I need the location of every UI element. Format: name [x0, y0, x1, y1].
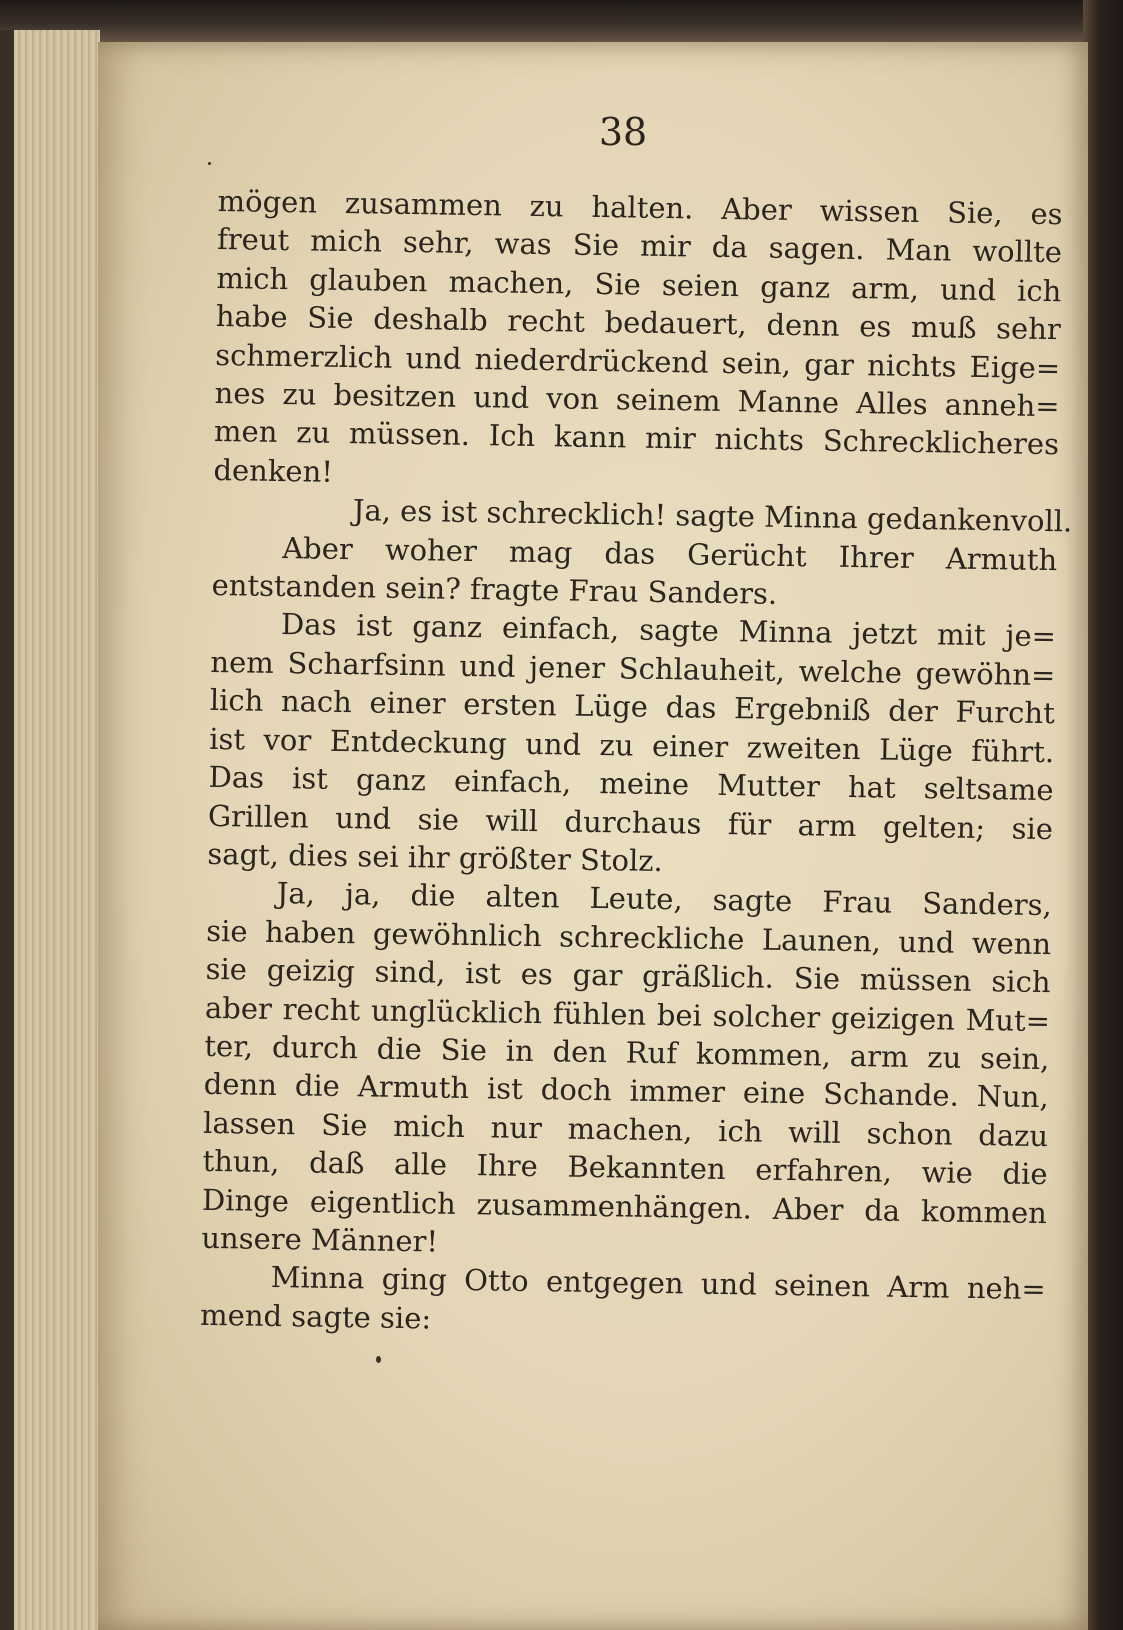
paragraph — [201, 873, 1052, 1270]
text-line: thun, daß alle Ihre Bekannten erfahren, wie die — [202, 1144, 1048, 1192]
text-line: denn die Armuth ist doch immer eine Schande. Nun, — [203, 1067, 1049, 1115]
ink-speck — [376, 1356, 381, 1363]
text-line: schmerzlich und niederdrückend sein, gar nichts Eige= — [215, 337, 1061, 385]
body-text — [199, 182, 1073, 1347]
text-line: ist vor Entdeckung und zu einer zweiten Lüge führt. — [208, 721, 1055, 769]
text-line: men zu müssen. Ich kann mir nichts Schrecklicheres — [213, 414, 1060, 462]
paragraph — [207, 604, 1056, 886]
text-line: ter, durch die Sie in den Ruf kommen, arm zu sein, — [204, 1028, 1050, 1077]
text-line: nes zu besitzen und von seinem Manne Alles anneh= — [214, 376, 1060, 424]
text-line: Aber woher mag das Gerücht Ihrer Armuth — [281, 530, 1058, 577]
text-line: lich nach einer ersten Lüge das Ergebniß der Furcht — [209, 683, 1056, 731]
text-line: denken! — [213, 452, 334, 489]
text-line: sie haben gewöhnlich schreckliche Launen, und wenn — [205, 913, 1052, 961]
text-line: freut mich sehr, was Sie mir da sagen. Man wollte — [216, 222, 1063, 270]
ink-speck — [208, 162, 211, 165]
text-line: sie geizig sind, ist es gar gräßlich. Sie müssen sich — [205, 952, 1051, 1000]
text-line: entstanden sein? fragte Frau Sanders. — [211, 568, 778, 611]
book-binding — [1083, 0, 1123, 1630]
text-line: mend sagte sie: — [199, 1297, 432, 1336]
text-line: nem Scharfsinn und jener Schlauheit, welche gewöhn= — [210, 644, 1056, 693]
text-line: sagt, dies sei ihr größter Stolz. — [207, 836, 664, 878]
text-line: Ja, es ist schrecklich! sagte Minna gedankenvoll. — [352, 493, 1073, 539]
book-cover-top — [0, 0, 1123, 45]
text-line: habe Sie deshalb recht bedauert, denn es muß sehr — [215, 299, 1062, 347]
text-line: mich glauben machen, Sie seien ganz arm, und ich — [216, 260, 1062, 309]
text-line: mögen zusammen zu halten. Aber wissen Sie, es — [217, 183, 1063, 232]
text-line: aber recht unglücklich fühlen bei solcher geizigen Mut= — [204, 990, 1051, 1038]
page-number: 38 — [598, 110, 648, 154]
paragraph — [200, 1257, 1046, 1347]
text-line: Minna ging Otto entgegen und seinen Arm neh= — [270, 1260, 1046, 1307]
paragraph — [213, 182, 1063, 502]
text-line: Das ist ganz einfach, sagte Minna jetzt mit je= — [280, 607, 1057, 654]
text-line: Ja, ja, die alten Leute, sagte Frau Sanders, — [276, 876, 1053, 923]
stacked-page-edges — [0, 30, 100, 1630]
text-line: Das ist ganz einfach, meine Mutter hat seltsame — [208, 760, 1054, 808]
text-line: lassen Sie mich nur machen, ich will schon dazu — [202, 1105, 1049, 1153]
text-line: Dinge eigentlich zusammenhängen. Aber da kommen — [201, 1182, 1048, 1230]
text-line: Grillen und sie will durchaus für arm gelten; sie — [207, 798, 1054, 846]
text-line: unsere Männer! — [201, 1220, 439, 1259]
paragraph — [211, 528, 1057, 618]
book-page — [98, 42, 1088, 1630]
